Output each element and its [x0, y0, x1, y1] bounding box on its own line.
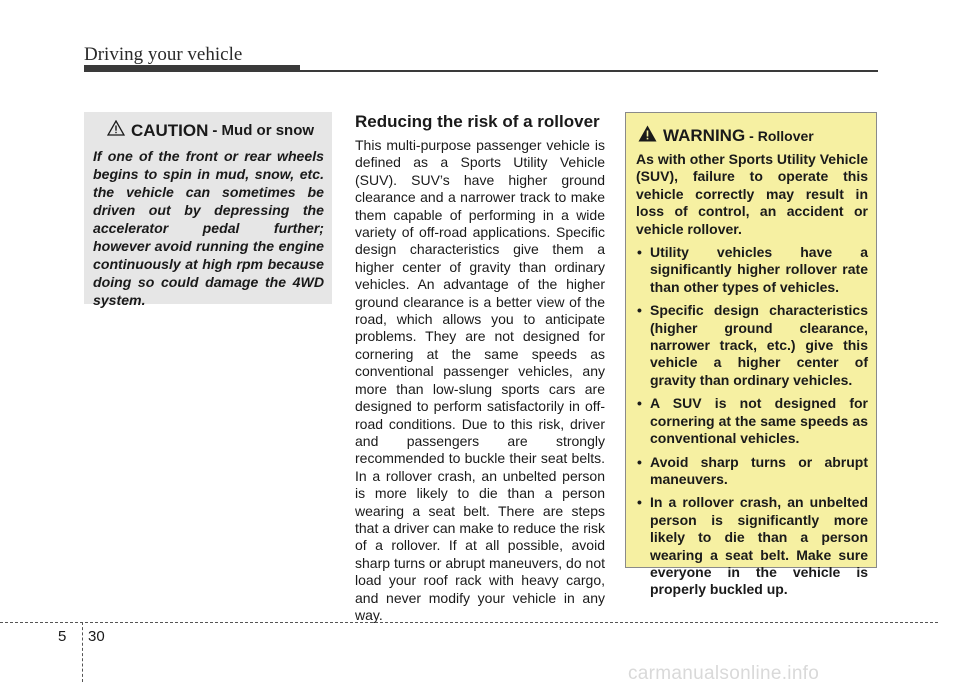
caution-box [84, 112, 332, 308]
warning-header [638, 125, 868, 147]
caution-label: CAUTION [130, 120, 209, 140]
warning-triangle-filled-icon [638, 125, 657, 147]
footer-divider [82, 622, 83, 682]
warning-subtitle: - Rollover [749, 128, 814, 144]
chapter-number: 5 [58, 628, 67, 645]
list-item: • Utility vehicles have a significantly higher rollover rate than other types of vehicles. [637, 244, 868, 295]
list-item: • Specific design characteristics (higher ground clearance, narrower track, etc.) give this vehicle a higher center of gravity than ordinary vehicles. [637, 302, 868, 388]
caution-header [97, 120, 324, 141]
warning-triangle-outline-icon [107, 120, 125, 141]
section-title: Driving your vehicle [84, 44, 243, 65]
caution-text: If one of the front or rear wheels begins to spin in mud, snow, etc. the vehicle can sometimes be driven out by depressing the accelerator pedal further; however avoid running the engine continuously at high rpm because doing so could damage the 4WD system. [93, 148, 324, 308]
rollover-title: Reducing the risk of a rollover [355, 112, 600, 131]
rollover-body: This multi-purpose passenger vehicle is defined as a Sports Utility Vehicle (SUV). SUV’s have higher ground clearance and a narrower track to make them capable of performing in a wide variety of off-road applications. Specific design characteristics give them a higher center of gravity than ordinary vehicles. An advantage of the higher ground clearance is a better view of the road, which allows you to anticipate problems. They are not designed for cornering at the same speeds as conventional passenger vehicles, any more than low-slung sports cars are designed to perform satisfactorily in off-road conditions. Due to this risk, driver and passengers are strongly recommended to buckle their seat belts. In a rollover crash, an unbelted person is more likely to die than a person wearing a seat belt. There are steps that a driver can make to reduce the risk of a rollover. If at all possible, avoid sharp turns or abrupt maneuvers, do not load your roof rack with heavy cargo, and never modify your vehicle in any way. [355, 137, 605, 623]
caution-subtitle: - Mud or snow [212, 122, 315, 139]
watermark: carmanualsonline.info [628, 663, 820, 684]
warning-box [625, 112, 877, 598]
list-item: • Avoid sharp turns or abrupt maneuvers. [637, 453, 868, 487]
list-item: • In a rollover crash, an unbelted person is significantly more likely to die than a person wearing a seat belt. Make sure everyone in the vehicle is properly buckled up. [637, 494, 868, 598]
header-rule-thin [300, 70, 878, 72]
warning-list [636, 244, 868, 599]
warning-intro: As with other Sports Utility Vehicle (SUV), failure to operate this vehicle correctly may result in loss of control, an accident or vehicle rollover. [636, 151, 868, 237]
footer-rule [0, 622, 938, 623]
page-number: 30 [88, 628, 105, 645]
list-item: • A SUV is not designed for cornering at the same speeds as conventional vehicles. [637, 395, 868, 447]
warning-label: WARNING [663, 126, 746, 145]
header-rule-thick [84, 65, 300, 72]
